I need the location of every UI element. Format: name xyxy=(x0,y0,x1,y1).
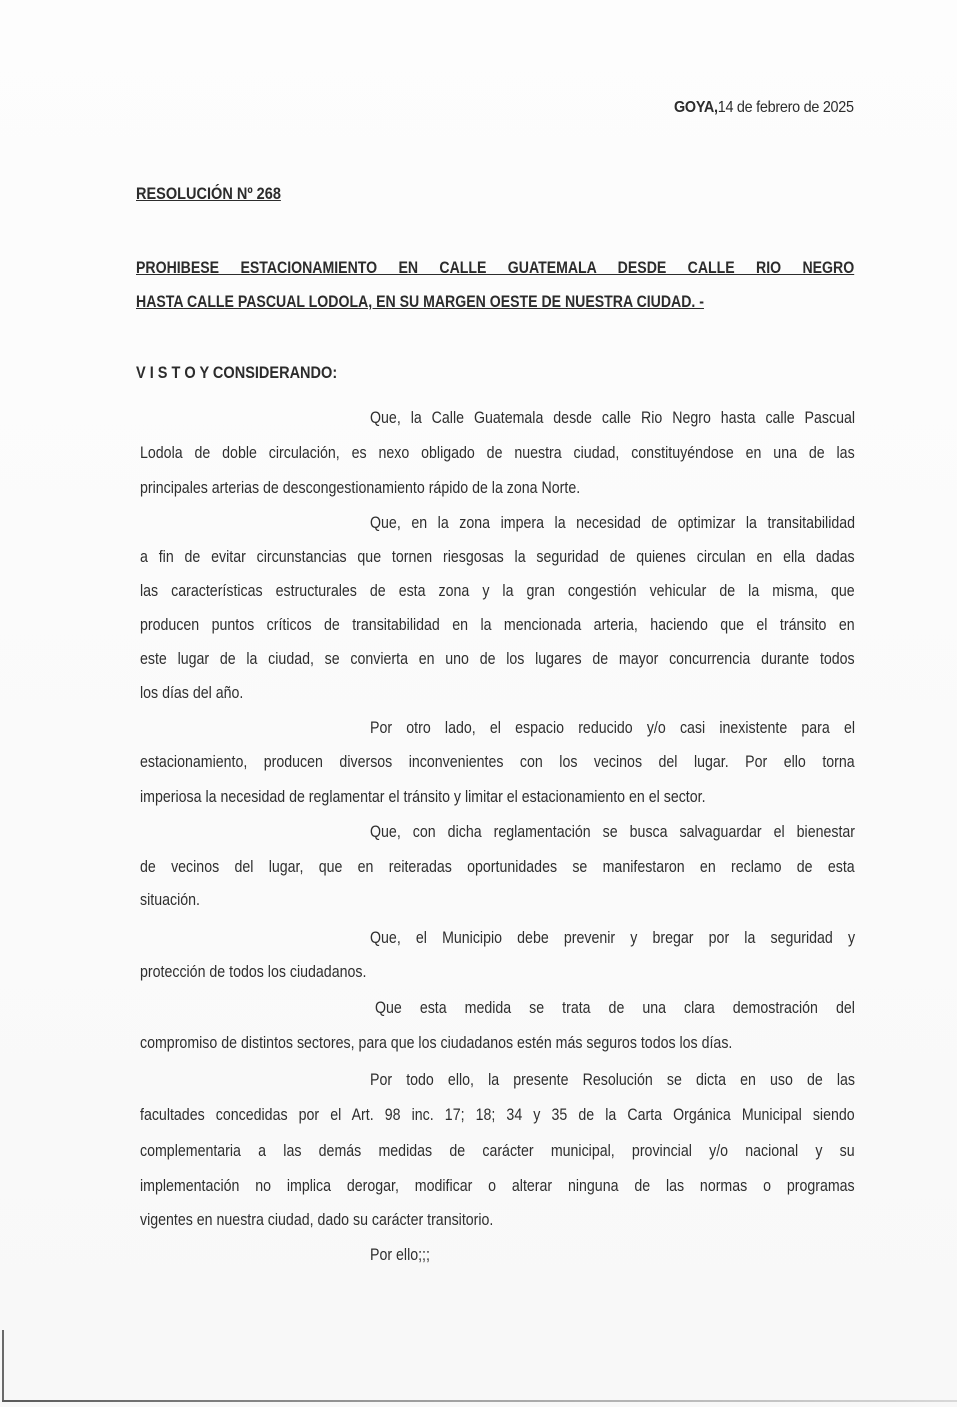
paragraph-7-line-2 xyxy=(140,1105,855,1125)
date-city: GOYA, xyxy=(674,99,718,116)
text: Que, el Municipio debe prevenir y bregar por la seguridad y xyxy=(370,929,856,947)
paragraph-4-line-3 xyxy=(140,890,855,910)
text: Que, con dicha reglamentación se busca salvaguardar el bienestar xyxy=(370,823,856,841)
text: situación. xyxy=(140,891,200,909)
resolution-title: RESOLUCIÓN Nº 268 xyxy=(136,185,281,203)
paragraph-2-line-4 xyxy=(140,615,855,635)
text: Por todo ello, la presente Resolución se dicta en uso de las xyxy=(370,1071,856,1089)
text: Que, la Calle Guatemala desde calle Rio Negro hasta calle Pascual xyxy=(370,409,856,427)
subject-line-1: PROHIBESE ESTACIONAMIENTO EN CALLE GUATEMALA DESDE CALLE RIO NEGRO xyxy=(136,259,855,277)
text: Que esta medida se trata de una clara demostración del xyxy=(375,999,855,1017)
text: principales arterias de descongestionamiento rápido de la zona Norte. xyxy=(140,479,581,497)
paragraph-6-line-2 xyxy=(140,1033,855,1053)
closing-line xyxy=(370,1245,957,1265)
section-heading: V I S T O Y CONSIDERANDO: xyxy=(136,364,338,382)
paragraph-4-line-2 xyxy=(140,857,855,877)
text: Por otro lado, el espacio reducido y/o casi inexistente para el xyxy=(370,719,856,737)
paragraph-1-line-3 xyxy=(140,478,855,498)
text: facultades concedidas por el Art. 98 inc. 17; 18; 34 y 35 de la Carta Orgánica Municipal siendo xyxy=(140,1106,855,1124)
text: este lugar de la ciudad, se convierta en uno de los lugares de mayor concurrencia durante todos xyxy=(140,650,855,668)
paragraph-4-line-1 xyxy=(370,822,855,842)
paragraph-1-line-1 xyxy=(370,408,855,428)
text: producen puntos críticos de transitabilidad en la mencionada arteria, haciendo que el tránsito en xyxy=(140,616,855,634)
text: protección de todos los ciudadanos. xyxy=(140,963,367,981)
text: Lodola de doble circulación, es nexo obligado de nuestra ciudad, constituyéndose en una de las xyxy=(140,444,855,462)
text: de vecinos del lugar, que en reiteradas oportunidades se manifestaron en reclamo de esta xyxy=(140,858,855,876)
paragraph-6-line-1 xyxy=(375,998,855,1018)
date-line xyxy=(674,99,854,117)
paragraph-3-line-1 xyxy=(370,718,855,738)
text: compromiso de distintos sectores, para que los ciudadanos estén más seguros todos los días. xyxy=(140,1034,733,1052)
text: los días del año. xyxy=(140,684,244,702)
text: complementaria a las demás medidas de carácter municipal, provincial y/o nacional y su xyxy=(140,1142,855,1160)
paragraph-7-line-1 xyxy=(370,1070,855,1090)
text: las características estructurales de esta zona y la gran congestión vehicular de la misma, que xyxy=(140,582,855,600)
paper-edge-bottom xyxy=(2,1400,957,1402)
paragraph-7-line-5 xyxy=(140,1210,855,1230)
text: estacionamiento, producen diversos inconvenientes con los vecinos del lugar. Por ello torna xyxy=(140,753,855,771)
paragraph-3-line-3 xyxy=(140,787,855,807)
text: implementación no implica derogar, modificar o alterar ninguna de las normas o programas xyxy=(140,1177,855,1195)
paragraph-2-line-6 xyxy=(140,683,855,703)
paragraph-2-line-5 xyxy=(140,649,855,669)
paragraph-2-line-2 xyxy=(140,547,855,567)
paragraph-5-line-1 xyxy=(370,928,855,948)
text: a fin de evitar circunstancias que tornen riesgosas la seguridad de quienes circulan en ella dadas xyxy=(140,548,855,566)
paper-edge-left xyxy=(2,1330,4,1402)
text: imperiosa la necesidad de reglamentar el tránsito y limitar el estacionamiento en el sector. xyxy=(140,788,706,806)
subject-line-2: HASTA CALLE PASCUAL LODOLA, EN SU MARGEN OESTE DE NUESTRA CIUDAD. - xyxy=(136,293,704,311)
text: Que, en la zona impera la necesidad de optimizar la transitabilidad xyxy=(370,514,856,532)
paragraph-1-line-2 xyxy=(140,443,855,463)
text: vigentes en nuestra ciudad, dado su carácter transitorio. xyxy=(140,1211,494,1229)
date-text: 14 de febrero de 2025 xyxy=(717,99,854,116)
paragraph-5-line-2 xyxy=(140,962,855,982)
paragraph-3-line-2 xyxy=(140,752,855,772)
paragraph-2-line-1 xyxy=(370,513,855,533)
text: Por ello;;; xyxy=(370,1246,430,1264)
paragraph-7-line-3 xyxy=(140,1141,855,1161)
paragraph-7-line-4 xyxy=(140,1176,855,1196)
paragraph-2-line-3 xyxy=(140,581,855,601)
